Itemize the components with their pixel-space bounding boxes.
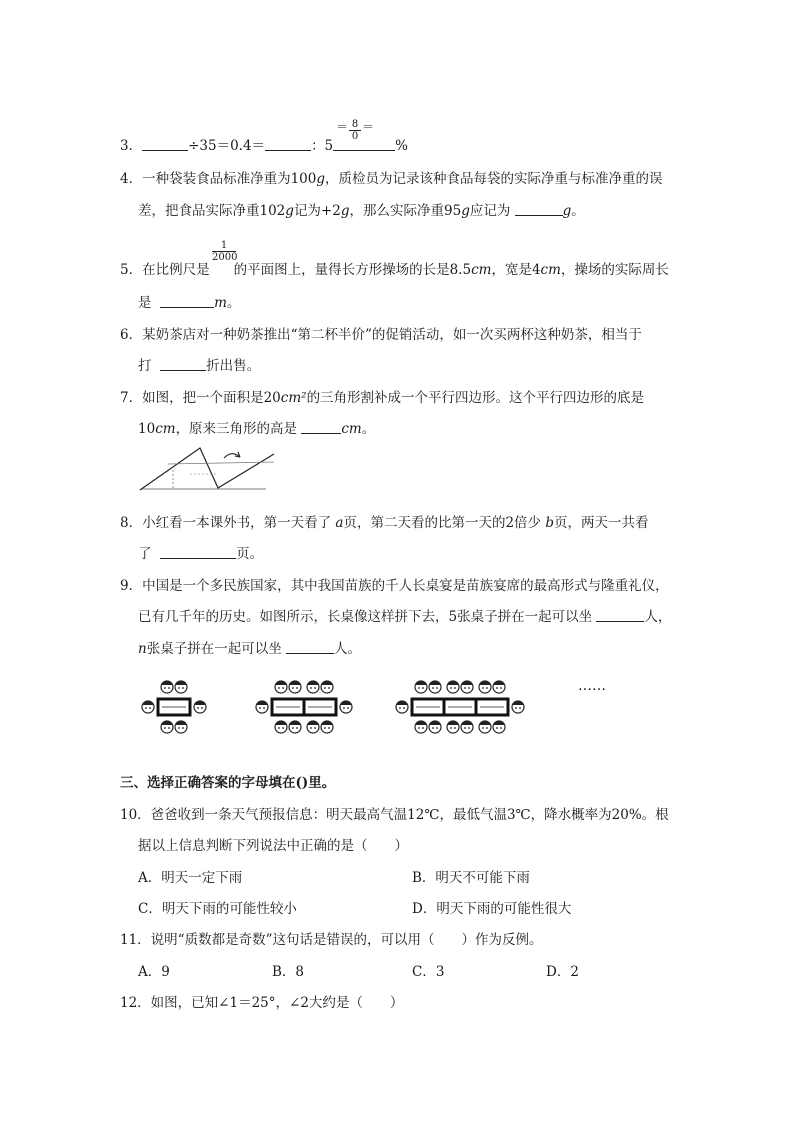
person-icon: [161, 681, 173, 693]
q6-line-2: 打 折出售。: [138, 358, 261, 374]
person-icon: [479, 681, 491, 693]
q11-option-a[interactable]: A．9: [138, 964, 170, 980]
q7-line-2: 10cm，原来三角形的高是 cm。: [138, 421, 376, 437]
q3-line: 3． ÷35＝0.4＝ ：5 %: [120, 138, 408, 154]
triangle-outline: [140, 448, 274, 490]
q3-blank-1[interactable]: [142, 136, 188, 151]
q4-blank[interactable]: [515, 201, 563, 216]
person-icon: [321, 721, 333, 733]
q7-blank[interactable]: [301, 419, 341, 434]
q11-option-d[interactable]: D．2: [546, 964, 579, 980]
q3-blank-2[interactable]: [265, 136, 311, 151]
q11-option-c[interactable]: C．3: [412, 964, 445, 980]
q5-frac-den: 2000: [212, 252, 238, 263]
person-icon: [307, 721, 319, 733]
person-icon: [493, 721, 505, 733]
q3-blank-3[interactable]: [333, 136, 395, 151]
person-icon: [461, 681, 473, 693]
person-icon: [479, 721, 491, 733]
q9-line-1: 9．中国是一个多民族国家，其中我国苗族的千人长桌宴是苗族宴席的最高形式与隆重礼仪，: [120, 578, 669, 594]
section-3-title: 三、选择正确答案的字母填在()里。: [120, 775, 336, 791]
person-icon: [340, 701, 352, 713]
person-icon: [289, 681, 301, 693]
q9-line-2: 已有几千年的历史。如图所示，长桌像这样拼下去，5张桌子拼在一起可以坐 人，: [138, 609, 672, 625]
q3-frac-num: 8: [351, 119, 359, 130]
q5-frac-num: 1: [220, 240, 228, 251]
q11-option-b[interactable]: B．8: [272, 964, 305, 980]
q10-option-b[interactable]: B．明天不可能下雨: [412, 870, 530, 886]
person-icon: [275, 721, 287, 733]
q4-line-1: 4．一种袋装食品标准净重为100g，质检员为记录该种食品每袋的实际净重与标准净重的误: [120, 171, 663, 187]
person-icon: [429, 721, 441, 733]
q10-line-2: 据以上信息判断下列说法中正确的是（ ）: [138, 838, 408, 854]
person-icon: [289, 721, 301, 733]
q8-line-1: 8．小红看一本课外书，第一天看了 a页，第二天看的比第一天的2倍少 b页，两天一共看: [120, 515, 649, 531]
q6-line-1: 6．某奶茶店对一种奶茶推出“第二杯半价”的促销活动，如一次买两杯这种奶茶，相当于: [120, 327, 642, 343]
q5-line-2: 是 m。: [138, 295, 241, 311]
q3-eq1: ＝: [336, 120, 349, 134]
q12-line-1: 12．如图，已知∠1＝25°，∠2大约是（ ）: [120, 995, 404, 1011]
q11-line-1: 11．说明“质数都是奇数”这句话是错误的，可以用（ ）作为反例。: [120, 932, 543, 948]
q5-blank[interactable]: [160, 293, 214, 308]
person-icon: [512, 701, 524, 713]
person-icon: [307, 681, 319, 693]
person-icon: [256, 701, 268, 713]
q10-option-a[interactable]: A．明天一定下雨: [138, 870, 243, 886]
q10-line-1: 10．爸爸收到一条天气预报信息：明天最高气温12℃，最低气温3℃，降水概率为20%。根: [120, 807, 669, 823]
person-icon: [194, 701, 206, 713]
q5-line-1: 5．在比例尺是 的平面图上，量得长方形操场的长是8.5cm，宽是4cm，操场的实际周长: [120, 262, 669, 278]
q8-blank[interactable]: [160, 544, 236, 559]
person-icon: [161, 721, 173, 733]
person-icon: [447, 721, 459, 733]
q9-blank-1[interactable]: [596, 607, 644, 622]
person-icon: [321, 681, 333, 693]
q9-line-3: n张桌子拼在一起可以坐 人。: [138, 641, 361, 657]
rotate-arrow-icon: [224, 454, 240, 458]
q6-blank[interactable]: [160, 356, 206, 371]
q7-triangle-figure: [138, 440, 278, 495]
person-icon: [142, 701, 154, 713]
person-icon: [461, 721, 473, 733]
person-icon: [175, 681, 187, 693]
person-icon: [275, 681, 287, 693]
person-icon: [175, 721, 187, 733]
q8-line-2: 了 页。: [138, 546, 264, 562]
q10-option-d[interactable]: D．明天下雨的可能性很大: [412, 901, 572, 917]
person-icon: [493, 681, 505, 693]
person-icon: [396, 701, 408, 713]
person-icon: [429, 681, 441, 693]
q4-line-2: 差，把食品实际净重102g记为+2g，那么实际净重95g应记为 g。: [138, 203, 585, 219]
q3-frac-den: 0: [349, 130, 361, 142]
q9-ellipsis: ……: [578, 678, 606, 694]
q3-eq2: ＝: [362, 120, 375, 134]
person-icon: [415, 721, 427, 733]
person-icon: [447, 681, 459, 693]
q10-option-c[interactable]: C．明天下雨的可能性较小: [138, 901, 297, 917]
q9-blank-2[interactable]: [286, 639, 334, 654]
q7-line-1: 7．如图，把一个面积是20cm²的三角形割补成一个平行四边形。这个平行四边形的底是: [120, 390, 645, 406]
person-icon: [415, 681, 427, 693]
q9-long-table-figure: [140, 665, 620, 745]
